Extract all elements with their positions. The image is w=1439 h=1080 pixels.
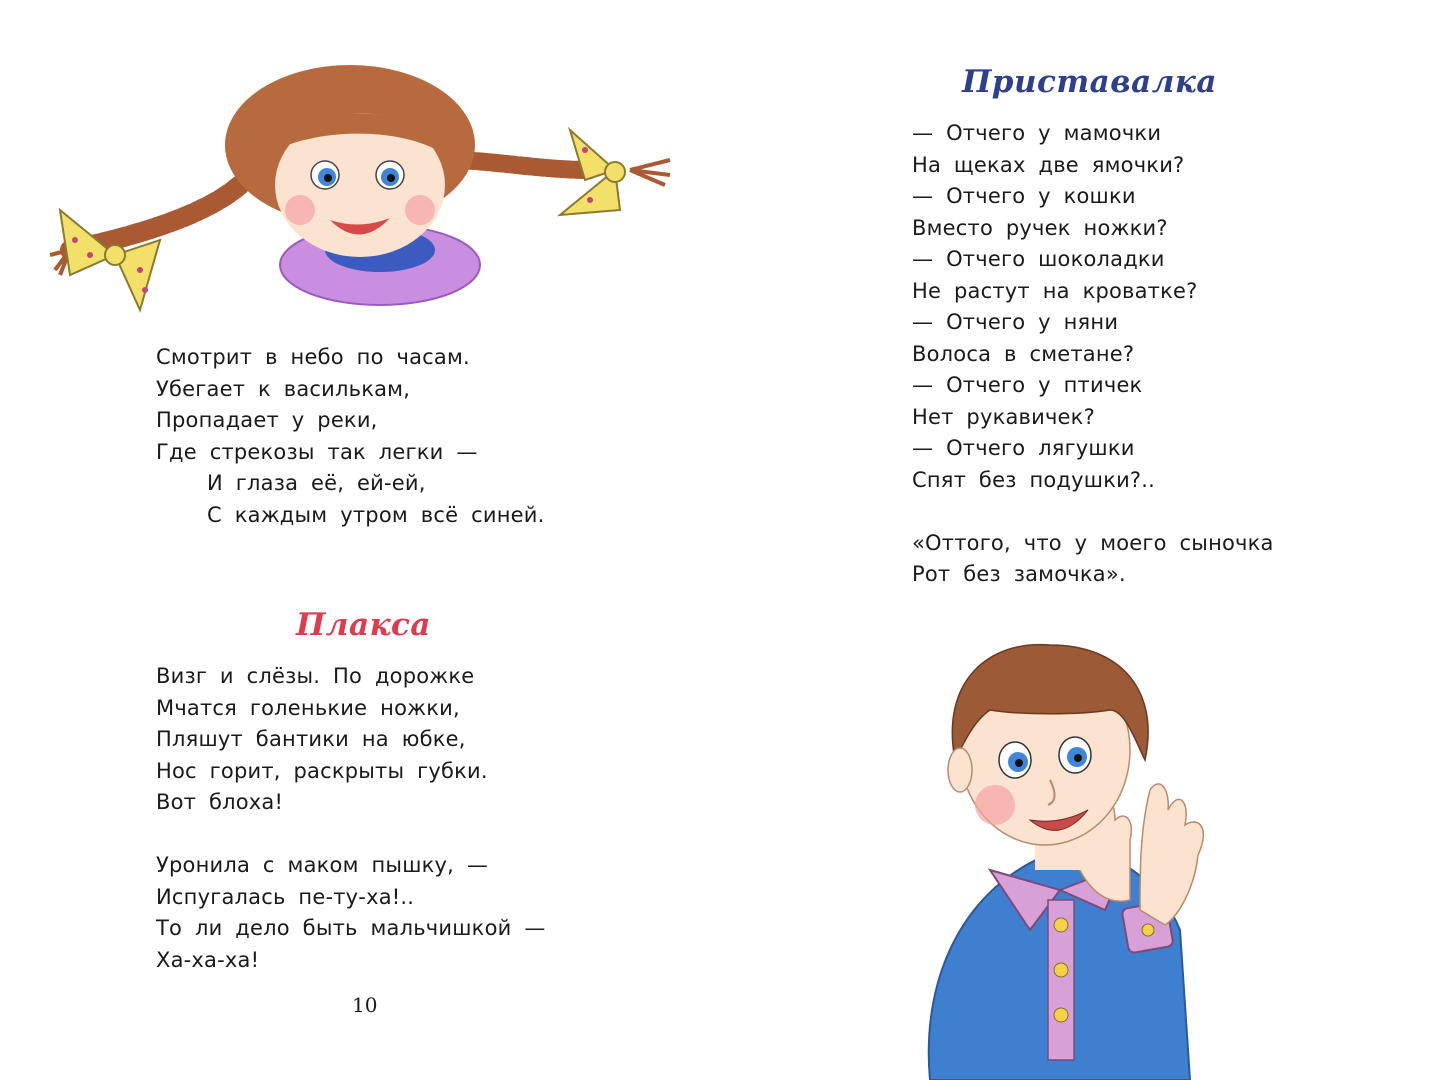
girl-illustration [30, 50, 700, 325]
poem-line: — Отчего у кошки [912, 184, 1136, 208]
poem-line: То ли дело быть мальчишкой — [156, 916, 546, 940]
poem-line: Волоса в сметане? [912, 341, 1135, 366]
poem-line: Ха-ха-ха! [156, 947, 260, 972]
button-icon [1054, 963, 1068, 977]
poem-line: Вместо ручек ножки? [912, 215, 1168, 240]
poem-line: Нет рукавичек? [912, 404, 1095, 429]
poem-line: И глаза её, ей-ей, [207, 471, 426, 495]
poem-line: Мчатся голенькие ножки, [156, 695, 460, 720]
poem-line: Смотрит в небо по часам. [156, 345, 470, 369]
poem-line: С каждым утром всё синей. [207, 502, 545, 527]
poem-line: Нос горит, раскрыты губки. [156, 758, 488, 783]
right-page [720, 0, 1439, 1080]
poem-line: Визг и слёзы. По дорожке [156, 664, 475, 688]
boy-illustration [910, 640, 1240, 1080]
poem-plaksa [156, 661, 546, 976]
poem-line: Пляшут бантики на юбке, [156, 727, 466, 751]
poem-title-pristavalka: Приставалка [962, 64, 1217, 100]
cheek [975, 785, 1015, 825]
poem-line: — Отчего шоколадки [912, 247, 1165, 271]
right-braid-tip [630, 160, 670, 185]
right-hand [1140, 784, 1203, 925]
left-cheek [285, 195, 315, 225]
poem-line: На щеках две ямочки? [912, 152, 1185, 177]
poem-line: Вот блоха! [156, 790, 284, 814]
cuff-button-icon [1142, 924, 1154, 936]
poem-line: — Отчего у мамочки [912, 121, 1162, 145]
ear [948, 748, 972, 792]
poem-line: Где стрекозы так легки — [156, 439, 478, 464]
page-number: 10 [352, 993, 378, 1017]
button-icon [1054, 918, 1068, 932]
poem-line: Уронила с маком пышку, — [156, 853, 489, 877]
poem-line: Пропадает у реки, [156, 408, 378, 432]
right-cheek [405, 195, 435, 225]
button-icon [1054, 1008, 1068, 1022]
poem-title-plaksa: Плакса [296, 607, 432, 643]
poem-line: Рот без замочка». [912, 562, 1126, 586]
poem-line: — Отчего у птичек [912, 373, 1143, 397]
poem-line: Спят без подушки?.. [912, 467, 1156, 492]
poem-line: «Оттого, что у моего сыночка [912, 530, 1274, 555]
poem-line: Убегает к василькам, [156, 376, 411, 401]
poem1-tail [156, 342, 544, 531]
poem-line: Испугалась пе-ту-ха!.. [156, 884, 415, 909]
poem-pristavalka [912, 118, 1274, 591]
poem-line: — Отчего лягушки [912, 436, 1135, 460]
poem-line: Не растут на кроватке? [912, 278, 1198, 303]
poem-line: — Отчего у няни [912, 310, 1119, 334]
